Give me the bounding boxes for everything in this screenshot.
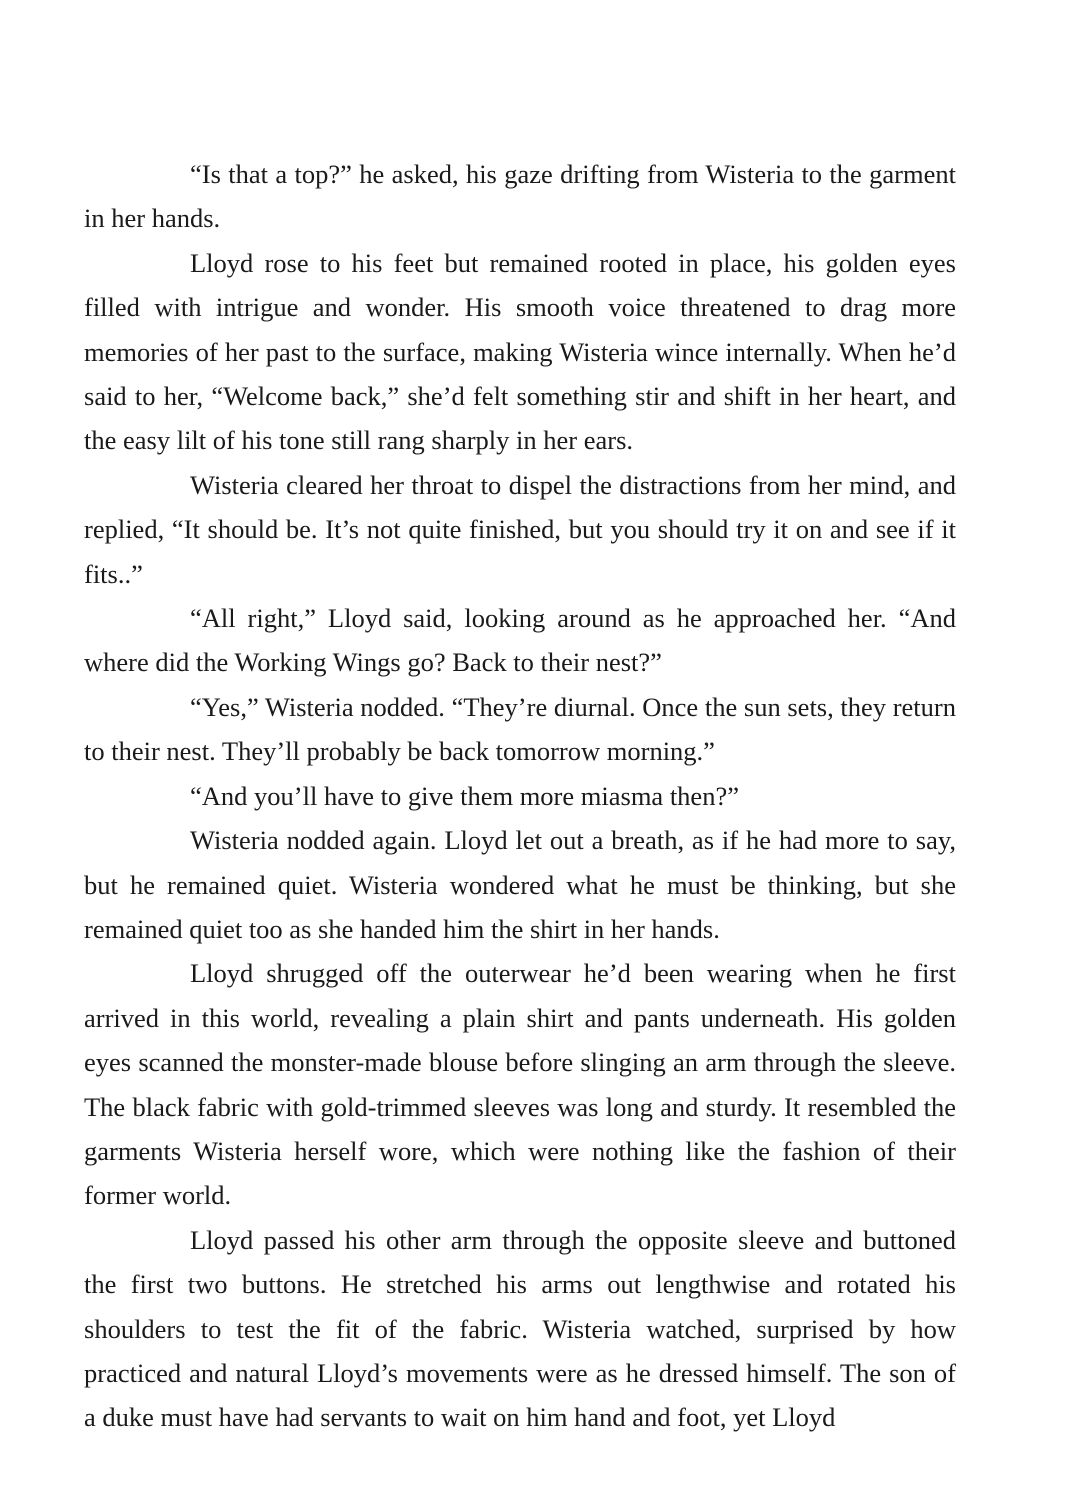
paragraph-4: “All right,” Lloyd said, looking around as he approached her. “And where did the Working Wings go? Back to their nest?” xyxy=(84,603,956,678)
paragraph-5: “Yes,” Wisteria nodded. “They’re diurnal. Once the sun sets, they return to their nest. They’ll probably be back tomorrow morning.” xyxy=(84,691,956,767)
paragraph-8: Lloyd shrugged off the outerwear he’d been wearing when he first arrived in this world, revealing a plain shirt and pants underneath. His golden eyes scanned the monster-made blouse before slinging an arm through the sleeve. The black fabric with gold-trimmed sleeves was long and sturdy. It resembled the garments Wisteria herself wore, which were nothing like the fashion of their former world. xyxy=(84,958,956,1211)
paragraph-6: “And you’ll have to give them more miasma then?” xyxy=(190,780,739,811)
paragraph-1: “Is that a top?” he asked, his gaze drifting from Wisteria to the garment in her hands. xyxy=(84,159,956,234)
paragraph-2: Lloyd rose to his feet but remained rooted in place, his golden eyes filled with intrigue and wonder. His smooth voice threatened to drag more memories of her past to the surface, making Wisteria wince internally. When he’d said to her, “Welcome back,” she’d felt something stir and shift in her heart, and the easy lilt of his tone still rang sharply in her ears. xyxy=(84,247,956,456)
document-page xyxy=(84,152,956,1440)
paragraph-3: Wisteria cleared her throat to dispel the distractions from her mind, and replied, “It should be. It’s not quite finished, but you should try it on and see if it fits..” xyxy=(84,469,956,589)
paragraph-7: Wisteria nodded again. Lloyd let out a breath, as if he had more to say, but he remained quiet. Wisteria wondered what he must be thinking, but she remained quiet too as she handed him the shirt in her hands. xyxy=(84,825,956,944)
paragraph-9: Lloyd passed his other arm through the opposite sleeve and buttoned the first two buttons. He stretched his arms out lengthwise and rotated his shoulders to test the fit of the fabric. Wisteria watched, surprised by how practiced and natural Lloyd’s movements were as he dressed himself. The son of a duke must have had servants to wait on him hand and foot, yet Lloyd xyxy=(84,1224,956,1433)
